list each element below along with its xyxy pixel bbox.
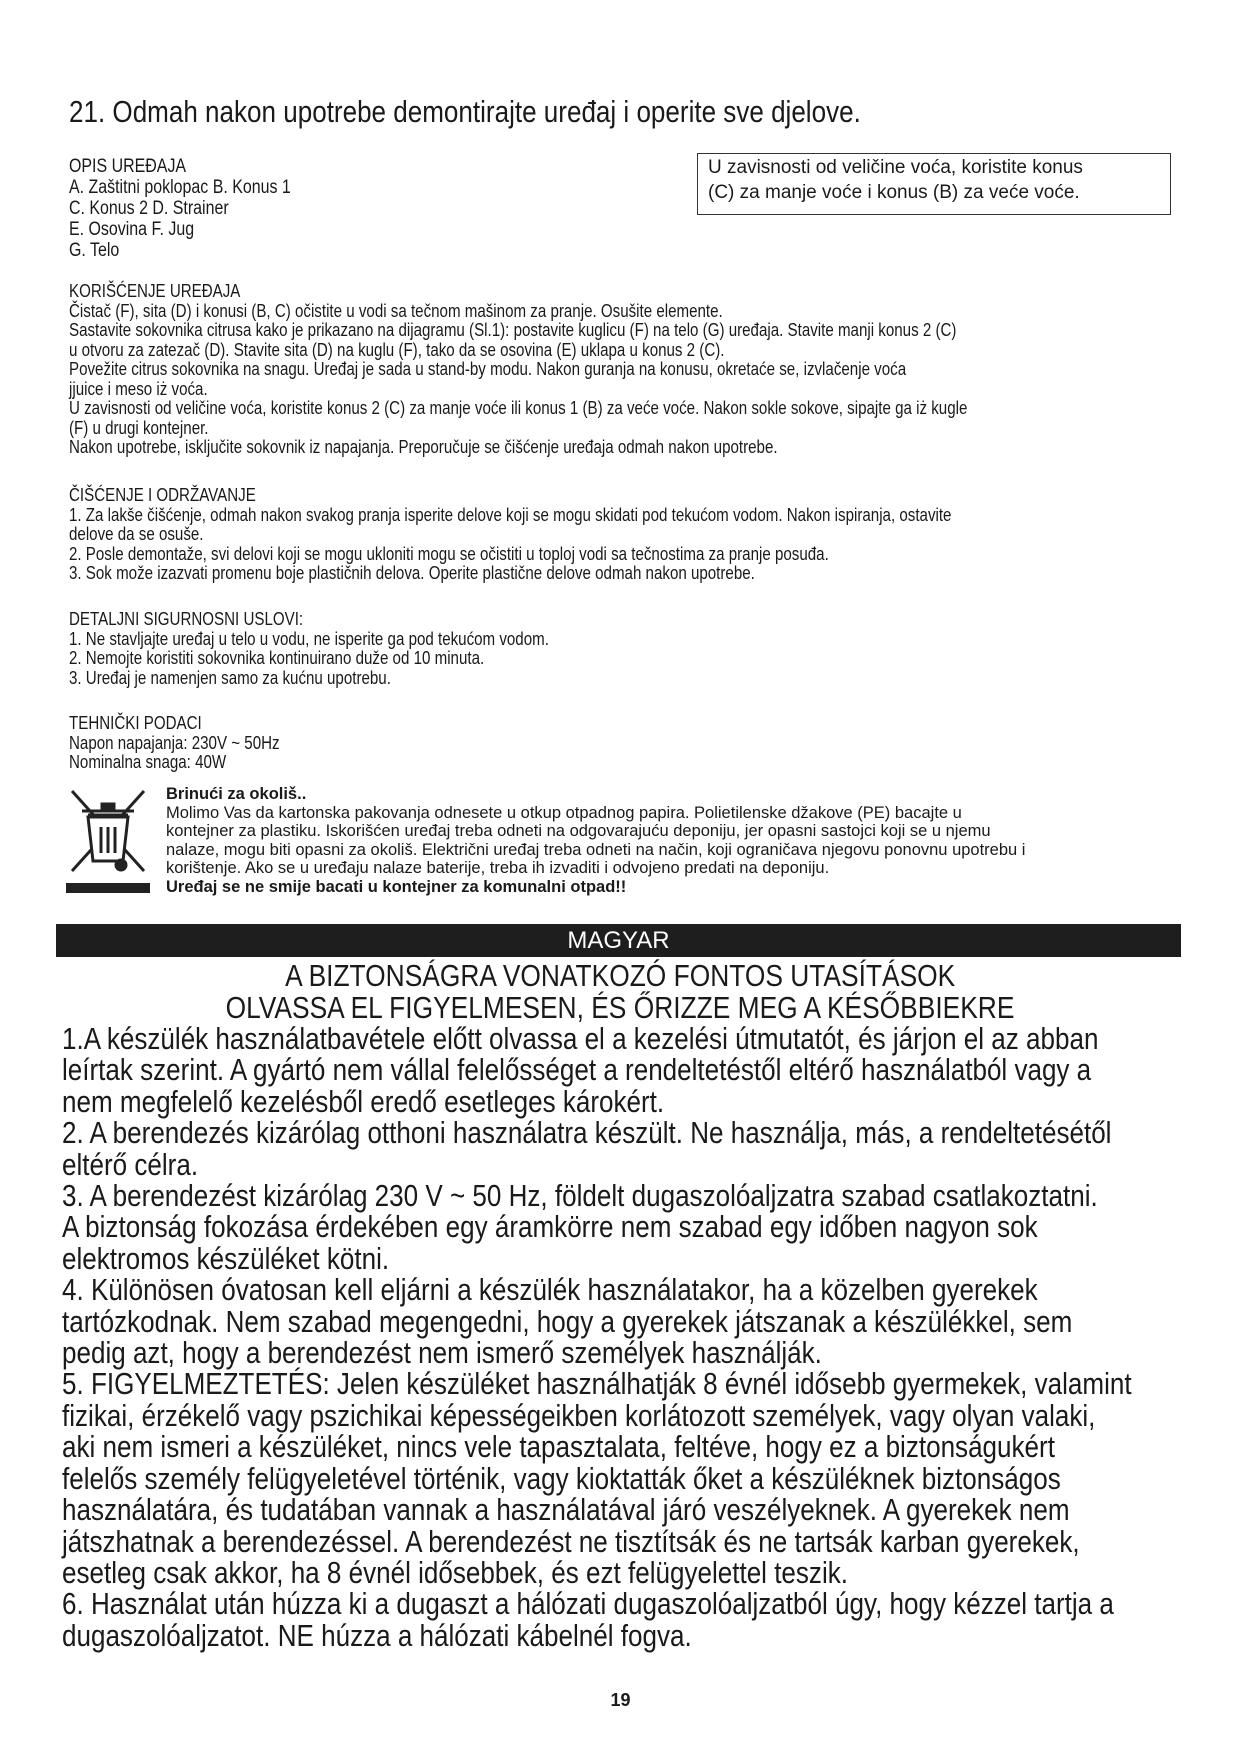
device-description xyxy=(69,156,291,261)
usage-line: Povežite citrus sokovnika na snagu. Uređaj je sada u stand-by modu. Nakon guranja na konusu, okretaće se, izvlačenje voća xyxy=(69,359,907,379)
environment-section xyxy=(166,785,1025,896)
instruction-line: játszhatnak a berendezéssel. A berendezést ne tisztítsák és ne tartsák karban gyerekek, xyxy=(62,1523,1080,1559)
usage-line: u otvoru za zatezač (D). Stavite sita (D) na kuglu (F), tako da se osovina (E) uklapa u konus 2 (C). xyxy=(69,339,725,360)
technical-data-line: Napon napajanja: 230V ~ 50Hz xyxy=(69,732,280,753)
usage-line: Sastavite sokovnika citrusa kako je prikazano na dijagramu (Sl.1): postavite kuglicu (F) na telo (G) uređaja. Stavite manji konus 2 (C) xyxy=(69,320,957,340)
usage-line: Čistač (F), sita (D) i konusi (B, C) očistite u vodi sa tečnom mašinom za pranje. Osušite elemente. xyxy=(69,300,723,321)
usage-section xyxy=(69,282,967,458)
crossed-out-wheelie-bin-icon xyxy=(66,787,150,897)
instruction-line: 1.A készülék használatbavétele előtt olvassa el a kezelési útmutatót, és járjon el az abban xyxy=(62,1021,1099,1056)
instruction-line: aki nem ismeri a készüléket, nincs vele tapasztalata, feltéve, hogy ez a biztonságukért xyxy=(62,1429,1055,1465)
cleaning-line: delove da se osuše. xyxy=(69,524,204,544)
language-banner: MAGYAR xyxy=(56,924,1181,957)
usage-line: U zavisnosti od veličine voća, koristite konus 2 (C) za manje voće ili konus 1 (B) za veće voće. Nakon sokle sokove, sipajte ga iż kugle xyxy=(69,398,968,418)
instruction-line: használatára, és tudatában vannak a használatával járó veszélyeknek. A gyerekek nem xyxy=(62,1492,1070,1528)
device-part-line: A. Zaštitni poklopac B. Konus 1 xyxy=(69,177,291,198)
instruction-line: 6. Használat után húzza ki a dugaszt a hálózati dugaszolóaljzatból úgy, hogy kézzel tartja a xyxy=(62,1586,1114,1622)
cleaning-section xyxy=(69,486,951,584)
environment-line: kontejner za plastiku. Iskorišćen uređaj treba odneti na odgovarajuću deponiju, jer opasni sastojci koji se u njemu xyxy=(166,822,991,840)
instruction-line: nem megfelelő kezelésből eredő esetleges károkért. xyxy=(62,1083,665,1119)
instruction-line: 3. A berendezést kizárólag 230 V ~ 50 Hz, földelt dugaszolóaljzatra szabad csatlakoztatni. xyxy=(62,1178,1098,1214)
instruction-line: felelős személy felügyeletével történik, vagy kioktatták őket a készüléknek biztonságos xyxy=(62,1460,1061,1496)
cone-note-line: U zavisnosti od veličine voća, koristite konus xyxy=(708,157,1083,178)
instruction-line: leírtak szerint. A gyártó nem vállal felelősséget a rendeltetéstől eltérő használatból vagy a xyxy=(62,1052,1092,1088)
usage-line: (F) u drugi kontejner. xyxy=(69,417,209,438)
hungarian-instructions xyxy=(62,1023,1132,1651)
cleaning-line: 3. Sok može izazvati promenu boje plastičnih delova. Operite plastične delove odmah nakon upotrebe. xyxy=(69,563,755,583)
usage-title: KORIŠĆENJE UREĐAJA xyxy=(69,281,241,301)
instruction-line: 4. Különösen óvatosan kell eljárni a készülék használatakor, ha a közelben gyerekek xyxy=(62,1272,1038,1308)
cone-note-line: (C) za manje voće i konus (B) za veće voće. xyxy=(708,182,1080,203)
instruction-line: 2. A berendezés kizárólag otthoni használatra készült. Ne használja, más, a rendeltetésétől xyxy=(62,1115,1112,1151)
safety-line: 2. Nemojte koristiti sokovnika kontinuirano duže od 10 minuta. xyxy=(69,648,485,668)
usage-line: Nakon upotrebe, isključite sokovnik iz napajanja. Preporučuje se čišćenje uređaja odmah nakon upotrebe. xyxy=(69,437,778,457)
cleaning-line: 2. Posle demontaže, svi delovi koji se mogu ukloniti mogu se očistiti u toploj vodi sa tečnostima za pranje posuđa. xyxy=(69,543,829,564)
device-part-line: E. Osovina F. Jug xyxy=(69,219,195,240)
device-part-line: G. Telo xyxy=(69,240,120,261)
item-21-heading: 21. Odmah nakon upotrebe demontirajte uređaj i operite sve djelove. xyxy=(69,94,861,129)
environment-line: Molimo Vas da kartonska pakovanja odnesete u otkup otpadnog papira. Polietilenske džakove (PE) bacajte u xyxy=(166,803,962,822)
instruction-line: esetleg csak akkor, ha 8 évnél idősebbek, és ezt felügyelettel teszik. xyxy=(62,1554,849,1590)
safety-title-hu-line2: OLVASSA EL FIGYELMESEN, ÉS ŐRIZZE MEG A KÉSŐBBIEKRE xyxy=(226,990,1015,1025)
instruction-line: tartózkodnak. Nem szabad megengedni, hogy a gyerekek játszanak a készülékkel, sem xyxy=(62,1303,1073,1339)
instruction-line: elektromos készüléket kötni. xyxy=(62,1240,390,1276)
device-part-line: C. Konus 2 D. Strainer xyxy=(69,198,229,219)
instruction-line: 5. FIGYELMEZTETÉS: Jelen készüléket használhatják 8 évnél idősebb gyermekek, valamint xyxy=(62,1366,1132,1402)
environment-line: korištenje. Ako se u uređaju nalaze baterije, treba ih izvaditi i odvojeno predati na deponiju. xyxy=(166,859,830,877)
page-number: 19 xyxy=(610,1690,631,1710)
safety-title: DETALJNI SIGURNOSNI USLOVI: xyxy=(69,609,304,629)
safety-line: 3. Uređaj je namenjen samo za kućnu upotrebu. xyxy=(69,667,391,688)
cleaning-title: ČIŠĆENJE I ODRŽAVANJE xyxy=(69,485,256,505)
instruction-line: dugaszolóaljzatot. NE húzza a hálózati kábelnél fogva. xyxy=(62,1617,692,1653)
instruction-line: pedig azt, hogy a berendezést nem ismerő személyek használják. xyxy=(62,1335,822,1371)
device-description-title: OPIS UREĐAJA xyxy=(69,156,187,177)
technical-data-line: Nominalna snaga: 40W xyxy=(69,752,227,772)
technical-data-section xyxy=(69,714,280,773)
safety-section xyxy=(69,610,549,688)
instruction-line: fizikai, érzékelő vagy pszichikai képességeikben korlátozott személyek, vagy olyan valaki, xyxy=(62,1397,1096,1433)
cleaning-line: 1. Za lakše čišćenje, odmah nakon svakog pranja isperite delove koji se mogu skidati pod tekućom vodom. Nakon ispiranja, ostavite xyxy=(69,504,952,525)
usage-line: jjuice i meso iż voća. xyxy=(69,378,208,399)
safety-line: 1. Ne stavljajte uređaj u telo u vodu, ne isperite ga pod tekućom vodom. xyxy=(69,628,549,649)
environment-warning: Uređaj se ne smije bacati u kontejner za komunalni otpad!! xyxy=(166,877,627,896)
environment-line: nalaze, mogu biti opasni za okoliš. Električni uređaj treba odneti na način, koji ograničava njegovu ponovnu upotrebu i xyxy=(166,840,1026,859)
instruction-line: A biztonság fokozása érdekében egy áramkörre nem szabad egy időben nagyon sok xyxy=(62,1209,1038,1245)
safety-title-hu-line1: A BIZTONSÁGRA VONATKOZÓ FONTOS UTASÍTÁSOK xyxy=(285,958,956,993)
environment-title: Brinući za okoliš.. xyxy=(166,785,307,803)
cone-note-box xyxy=(697,153,1171,215)
instruction-line: eltérő célra. xyxy=(62,1146,199,1182)
technical-data-title: TEHNIČKI PODACI xyxy=(69,713,202,733)
